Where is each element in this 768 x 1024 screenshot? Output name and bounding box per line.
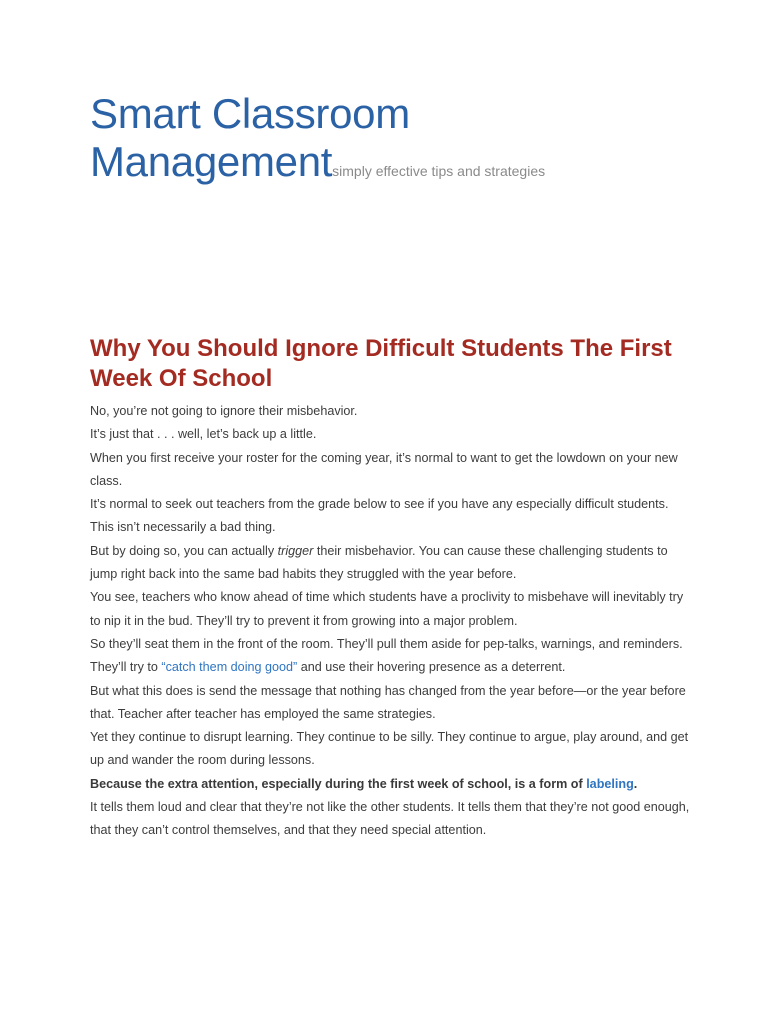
site-title-line1[interactable]: Smart Classroom <box>90 90 410 137</box>
site-title[interactable] <box>90 90 690 195</box>
paragraph-5: This isn’t necessarily a bad thing. <box>90 520 276 535</box>
paragraph-7: You see, teachers who know ahead of time which students have a proclivity to misbehave will inevitably try to nip it in the bud. They’ll try to prevent it from growing into a major problem. <box>90 590 684 628</box>
paragraph-10: But what this does is send the message that nothing has changed from the year before—or the year before that. Teacher after teacher has employed the same strategies. <box>90 683 686 721</box>
paragraph-6-end: their misbehavior. You can cause these challenging students to jump right back into the same bad habits they struggled with the year before. <box>90 543 668 582</box>
paragraph-12 <box>90 773 690 796</box>
paragraph-9-start: They’ll try to <box>90 660 162 675</box>
site-title-line2-text[interactable]: Management <box>90 138 333 185</box>
paragraph-6 <box>90 540 690 587</box>
paragraph-9 <box>90 656 690 679</box>
labeling-link[interactable]: labeling <box>586 776 634 791</box>
paragraph-12-bold: Because the extra attention, especially during the first week of school, is a form of <box>90 776 587 791</box>
paragraph-1: No, you’re not going to ignore their misbehavior. <box>90 404 358 418</box>
article-title[interactable]: Why You Should Ignore Difficult Students The First Week Of School <box>90 335 672 392</box>
article-body <box>90 400 690 843</box>
paragraph-4: It’s normal to seek out teachers from the grade below to see if you have any especially difficult students. <box>90 497 669 512</box>
paragraph-9-end: and use their hovering presence as a deterrent. <box>297 660 566 675</box>
emphasis-trigger: trigger <box>277 543 314 558</box>
paragraph-8: So they’ll seat them in the front of the room. They’ll pull them aside for pep-talks, warnings, and reminders. <box>90 636 683 651</box>
paragraph-12-period: . <box>633 776 638 791</box>
page-header <box>90 90 690 838</box>
site-title-line2 <box>90 138 690 195</box>
paragraph-11: Yet they continue to disrupt learning. They continue to be silly. They continue to argue, play around, and get up and wander the room during lessons. <box>90 730 689 768</box>
site-tagline: simply effective tips and strategies <box>332 163 546 179</box>
paragraph-13: It tells them loud and clear that they’re not like the other students. It tells them that they’re not good enough, that they can’t control themselves, and that they need special attention. <box>90 800 690 838</box>
paragraph-3: When you first receive your roster for the coming year, it’s normal to want to get the lowdown on your new class. <box>90 450 678 488</box>
paragraph-6-start: But by doing so, you can actually <box>90 543 278 558</box>
catch-them-doing-good-link[interactable]: “catch them doing good” <box>161 660 298 675</box>
paragraph-2: It’s just that . . . well, let’s back up a little. <box>90 427 317 442</box>
